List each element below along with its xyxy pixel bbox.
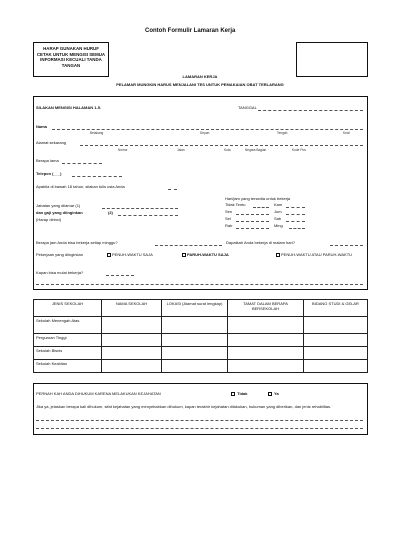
checkbox-full-time[interactable]	[107, 253, 111, 257]
days-row3b: Sab	[274, 216, 282, 221]
days-row2b-field[interactable]	[286, 214, 305, 215]
days-row1a-field[interactable]	[253, 207, 269, 208]
option-full-time[interactable]	[107, 252, 153, 257]
table-row	[34, 360, 368, 373]
days-row4a: Rab	[225, 223, 233, 228]
education-header-row	[34, 300, 368, 317]
col-school-type: JENIS SEKOLAH	[34, 300, 102, 317]
salary-note: (Harap dirinci)	[36, 217, 62, 222]
name-label: Nama	[36, 124, 47, 129]
days-row3a-field[interactable]	[236, 221, 269, 222]
address-sub-city: Kota	[224, 148, 231, 152]
address-sub-state: Negara Bagian	[245, 148, 267, 152]
table-cell[interactable]	[228, 360, 304, 373]
blank-line-1[interactable]	[36, 284, 363, 285]
days-row4b: Ming	[274, 223, 283, 228]
name-field[interactable]	[52, 129, 363, 130]
crime-explain-field-1[interactable]	[36, 420, 363, 421]
night-field[interactable]	[330, 245, 363, 246]
date-label: TANGGAL	[238, 105, 257, 110]
table-cell[interactable]	[304, 334, 368, 347]
name-sub-first: Depan	[200, 131, 210, 135]
salary-field[interactable]	[118, 215, 178, 216]
education-table	[33, 299, 368, 373]
days-header: Hari/jam yang tersedia untuk bekerja	[225, 196, 291, 201]
name-sub-initial: Kecil	[343, 131, 350, 135]
hours-week-field[interactable]	[155, 245, 222, 246]
checkbox-full-or-part[interactable]	[276, 253, 280, 257]
table-cell[interactable]	[162, 347, 228, 360]
table-cell[interactable]	[162, 334, 228, 347]
days-row2a: Sen	[225, 209, 233, 214]
table-cell[interactable]	[102, 334, 162, 347]
days-row3b-field[interactable]	[286, 221, 305, 222]
name-sub-middle: Tengah	[277, 131, 288, 135]
main-form-section	[33, 96, 368, 290]
night-label: Dapatkah Anda bekerja di malam hari?	[226, 240, 295, 245]
drug-notice: PELAMAR MUNGKIN HARUS MENJALANI TES UNTUK PEMAKAIAN OBAT TERLARANG	[116, 82, 284, 87]
days-row3a: Sel	[225, 216, 231, 221]
days-row2b: Jum	[274, 209, 282, 214]
option-full-or-part-label: PENUH-WAKTU ATAU PARUH-WAKTU	[281, 252, 353, 257]
option-part-time[interactable]	[182, 252, 229, 257]
salary-number: (2)	[108, 210, 113, 215]
table-cell[interactable]	[304, 317, 368, 334]
row-label-business-school: Sekolah Bisnis	[34, 347, 102, 360]
crime-option-no[interactable]	[231, 391, 248, 396]
col-major-degree: BIDANG STUDI & GELAR	[304, 300, 368, 317]
table-row	[34, 334, 368, 347]
address-sub-number: Nomor	[118, 148, 128, 152]
position-field[interactable]	[102, 208, 178, 209]
start-label: Kapan bisa mulai bekerja?	[36, 270, 84, 275]
phone-field[interactable]	[72, 176, 122, 177]
instruction-box	[33, 42, 109, 77]
table-cell[interactable]	[228, 334, 304, 347]
col-years-completed: TAMAT DALAM BERAPA BERSEKOLAH	[228, 300, 304, 317]
fill-pages-label: SILAKAN MENGISI HALAMAN 1-5.	[36, 105, 102, 110]
crime-question: PERNAH KAH ANDA DIHUKUM KARENA MELAKUKAN KEJAHATAN	[36, 391, 161, 396]
crime-explain: Jika ya, jelaskan berapa kali dihukum, sifat kejahatan yang menyebabkan dihukum, kapan terakhir kejahatan dilakukan, hukuman yang diberikan, dan jenis rehabilitas.	[36, 404, 332, 409]
days-row1b: Kam	[274, 202, 283, 207]
table-cell[interactable]	[162, 317, 228, 334]
address-sub-street: Jalan	[177, 148, 185, 152]
row-label-college: Perguruan Tinggi	[34, 334, 102, 347]
address-field[interactable]	[80, 145, 363, 146]
checkbox-crime-no[interactable]	[231, 392, 235, 396]
days-row2a-field[interactable]	[236, 214, 269, 215]
checkbox-crime-yes[interactable]	[268, 392, 272, 396]
duration-field[interactable]	[62, 163, 102, 164]
table-cell[interactable]	[102, 347, 162, 360]
crime-yes-label: Ya	[274, 391, 279, 396]
photo-box	[296, 42, 368, 77]
start-field[interactable]	[106, 275, 134, 276]
instruction-text: HARAP GUNAKAN HURUF CETAK UNTUK MENGISI SEMUA INFORMASI KECUALI TANDA TANGAN	[36, 46, 106, 68]
crime-no-label: Tidak	[237, 391, 248, 396]
table-cell[interactable]	[228, 347, 304, 360]
address-label: Alamat sekarang	[36, 140, 67, 145]
option-part-time-label: PARUH-WAKTU SAJA	[187, 252, 229, 257]
table-cell[interactable]	[304, 360, 368, 373]
age-field[interactable]	[168, 189, 177, 190]
date-field[interactable]	[258, 110, 363, 111]
checkbox-part-time[interactable]	[182, 253, 186, 257]
page-title: Contoh Formulir Lamaran Kerja	[145, 28, 236, 34]
crime-option-yes[interactable]	[268, 391, 279, 396]
form-title: LAMARAN KERJA	[182, 74, 218, 79]
table-cell[interactable]	[228, 317, 304, 334]
duration-label: Berapa lama	[36, 158, 59, 163]
days-row1a: Tidak Tentu	[225, 202, 246, 207]
days-row1b-field[interactable]	[286, 207, 305, 208]
table-row	[34, 317, 368, 334]
age-note: Apabila di bawah 18 tahun, silakan tulis usia Anda	[36, 184, 125, 189]
table-cell[interactable]	[304, 347, 368, 360]
salary-label: dan gaji yang diinginkan	[36, 210, 83, 215]
row-label-trade-school: Sekolah Keahlian	[34, 360, 102, 373]
name-sub-last: Belakang	[90, 131, 104, 135]
position-label: Jabatan yang dilamar (1)	[36, 203, 81, 208]
table-cell[interactable]	[162, 360, 228, 373]
table-cell[interactable]	[102, 317, 162, 334]
phone-label: Telepon (___)	[36, 171, 62, 176]
table-row	[34, 347, 368, 360]
option-full-or-part[interactable]	[276, 252, 364, 257]
option-full-time-label: PENUH-WAKTU SAJA	[112, 252, 153, 257]
days-row4a-field[interactable]	[236, 228, 269, 229]
table-cell[interactable]	[102, 360, 162, 373]
col-school-name: NAMA SEKOLAH	[102, 300, 162, 317]
hours-week-label: Berapa jam Anda bisa bekerja setiap minggu?	[36, 240, 118, 245]
work-wanted-label: Pekerjaan yang diinginkan	[36, 252, 83, 257]
address-sub-zip: Kode Pos	[292, 148, 306, 152]
crime-explain-field-2[interactable]	[36, 428, 363, 429]
days-row4b-field[interactable]	[289, 228, 305, 229]
row-label-high-school: Sekolah Menengah Atas	[34, 317, 102, 334]
col-location: LOKASI (Alamat surat lengkap)	[162, 300, 228, 317]
